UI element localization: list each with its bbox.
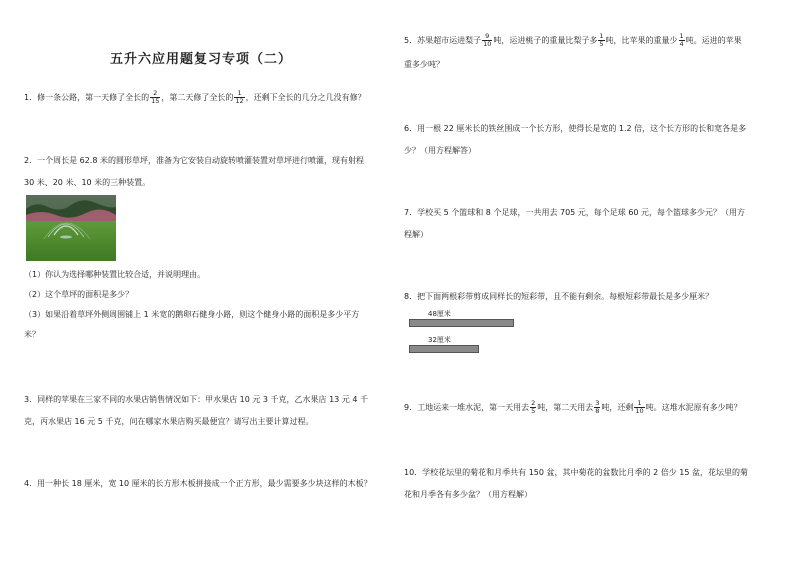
q1-fraction-2: $\frac{1}{12}$ xyxy=(235,89,244,105)
q2-sub-3a: （3）如果沿着草坪外侧周围铺上 1 米宽的鹅卵石健身小路，则这个健身小路的面积是多少平方 xyxy=(24,310,360,319)
q8-line-1: 8．把下面两根彩带剪成同样长的短彩带，且不能有剩余。每根短彩带最长是多少厘米？ xyxy=(404,292,714,301)
q9-fraction-3: $\frac{1}{10}$ xyxy=(635,399,644,415)
q9-fraction-2: $\frac{3}{8}$ xyxy=(595,399,600,415)
q2-line-2: 30 米、20 米、10 米的三种装置。 xyxy=(24,178,151,187)
q2-sub-2: （2）这个草坪的面积是多少？ xyxy=(24,290,134,299)
question-2 xyxy=(24,151,364,193)
q4-line-1: 4．用一种长 18 厘米，宽 10 厘米的长方形木板拼接成一个正方形，最少需要多少块这样的木板？ xyxy=(24,479,372,488)
q1-text-b: ，第二天修了全长的 xyxy=(161,93,234,102)
question-3 xyxy=(24,390,368,432)
q1-fraction-1: $\frac{2}{15}$ xyxy=(151,89,160,105)
q6-line-2: 少？（用方程解答） xyxy=(404,146,476,155)
q10-line-2: 花和月季各有多少盆？（用方程解） xyxy=(404,490,532,499)
question-7 xyxy=(404,203,745,245)
ribbon-2-bar xyxy=(409,345,479,353)
q1-text-a: 1．修一条公路，第一天修了全长的 xyxy=(24,93,150,102)
ribbon-2-label: 32厘米 xyxy=(428,336,451,344)
page-title: 五升六应用题复习专项（二） xyxy=(110,52,293,67)
q10-line-1: 10．学校花坛里的菊花和月季共有 150 盆，其中菊花的盆数比月季的 2 倍少 15 盆，花坛里的菊 xyxy=(404,468,748,477)
q3-line-1: 3．同样的苹果在三家不同的水果店销售情况如下：甲水果店 10 元 3 千克，乙水果店 13 元 4 千 xyxy=(24,395,368,404)
q6-line-1: 6．用一根 22 厘米长的铁丝围成一个长方形，使得长是宽的 1.2 倍，这个长方形的长和宽各是多 xyxy=(404,124,747,133)
q3-line-2: 克，丙水果店 16 元 5 千克，问在哪家水果店购买最便宜？请写出主要计算过程。 xyxy=(24,417,314,426)
question-4 xyxy=(24,474,372,494)
q2-sub-3b: 米？ xyxy=(24,330,40,339)
question-8 xyxy=(404,287,713,307)
question-9: 9．工地运来一堆水泥，第一天用去 $\frac{2}{5}$ 吨，第二天用去 $\frac{3}{8}$ 吨，还剩 $\frac{1}{10}$ 吨。这堆水泥原有多少吨？ xyxy=(404,399,742,415)
lawn-sprinkler-photo xyxy=(26,195,116,261)
q5-fraction-2: $\frac{1}{5}$ xyxy=(599,32,604,48)
question-1 xyxy=(24,88,366,108)
ribbon-1-label: 48厘米 xyxy=(428,310,451,318)
question-2-subparts xyxy=(24,265,359,345)
q5-fraction-1: $\frac{9}{10}$ xyxy=(483,32,492,48)
question-5: 5．苏果超市运进梨子 $\frac{9}{10}$ 吨，运进桃子的重量比梨子多 $\frac{1}{5}$ 吨，比苹果的重量少 $\frac{1}{4}$ 吨。运进的苹果 重多少吨？ xyxy=(404,31,742,75)
q5-fraction-3: $\frac{1}{4}$ xyxy=(679,32,684,48)
question-6 xyxy=(404,119,746,161)
question-10 xyxy=(404,463,748,505)
q2-sub-1: （1）你认为选择哪种装置比较合适，并说明理由。 xyxy=(24,270,206,279)
q2-line-1: 2．一个周长是 62.8 米的圆形草坪，准备为它安装自动旋转喷灌装置对草坪进行喷灌，现有射程 xyxy=(24,156,364,165)
q5-line-2: 重多少吨？ xyxy=(404,60,444,69)
q7-line-2: 程解） xyxy=(404,230,428,239)
q9-fraction-1: $\frac{2}{5}$ xyxy=(531,399,536,415)
q1-text-c: ，还剩下全长的几分之几没有修？ xyxy=(245,93,366,102)
ribbon-1-bar xyxy=(409,319,514,327)
q7-line-1: 7．学校买 5 个篮球和 8 个足球，一共用去 705 元，每个足球 60 元，每个篮球多少元？（用方 xyxy=(404,208,746,217)
